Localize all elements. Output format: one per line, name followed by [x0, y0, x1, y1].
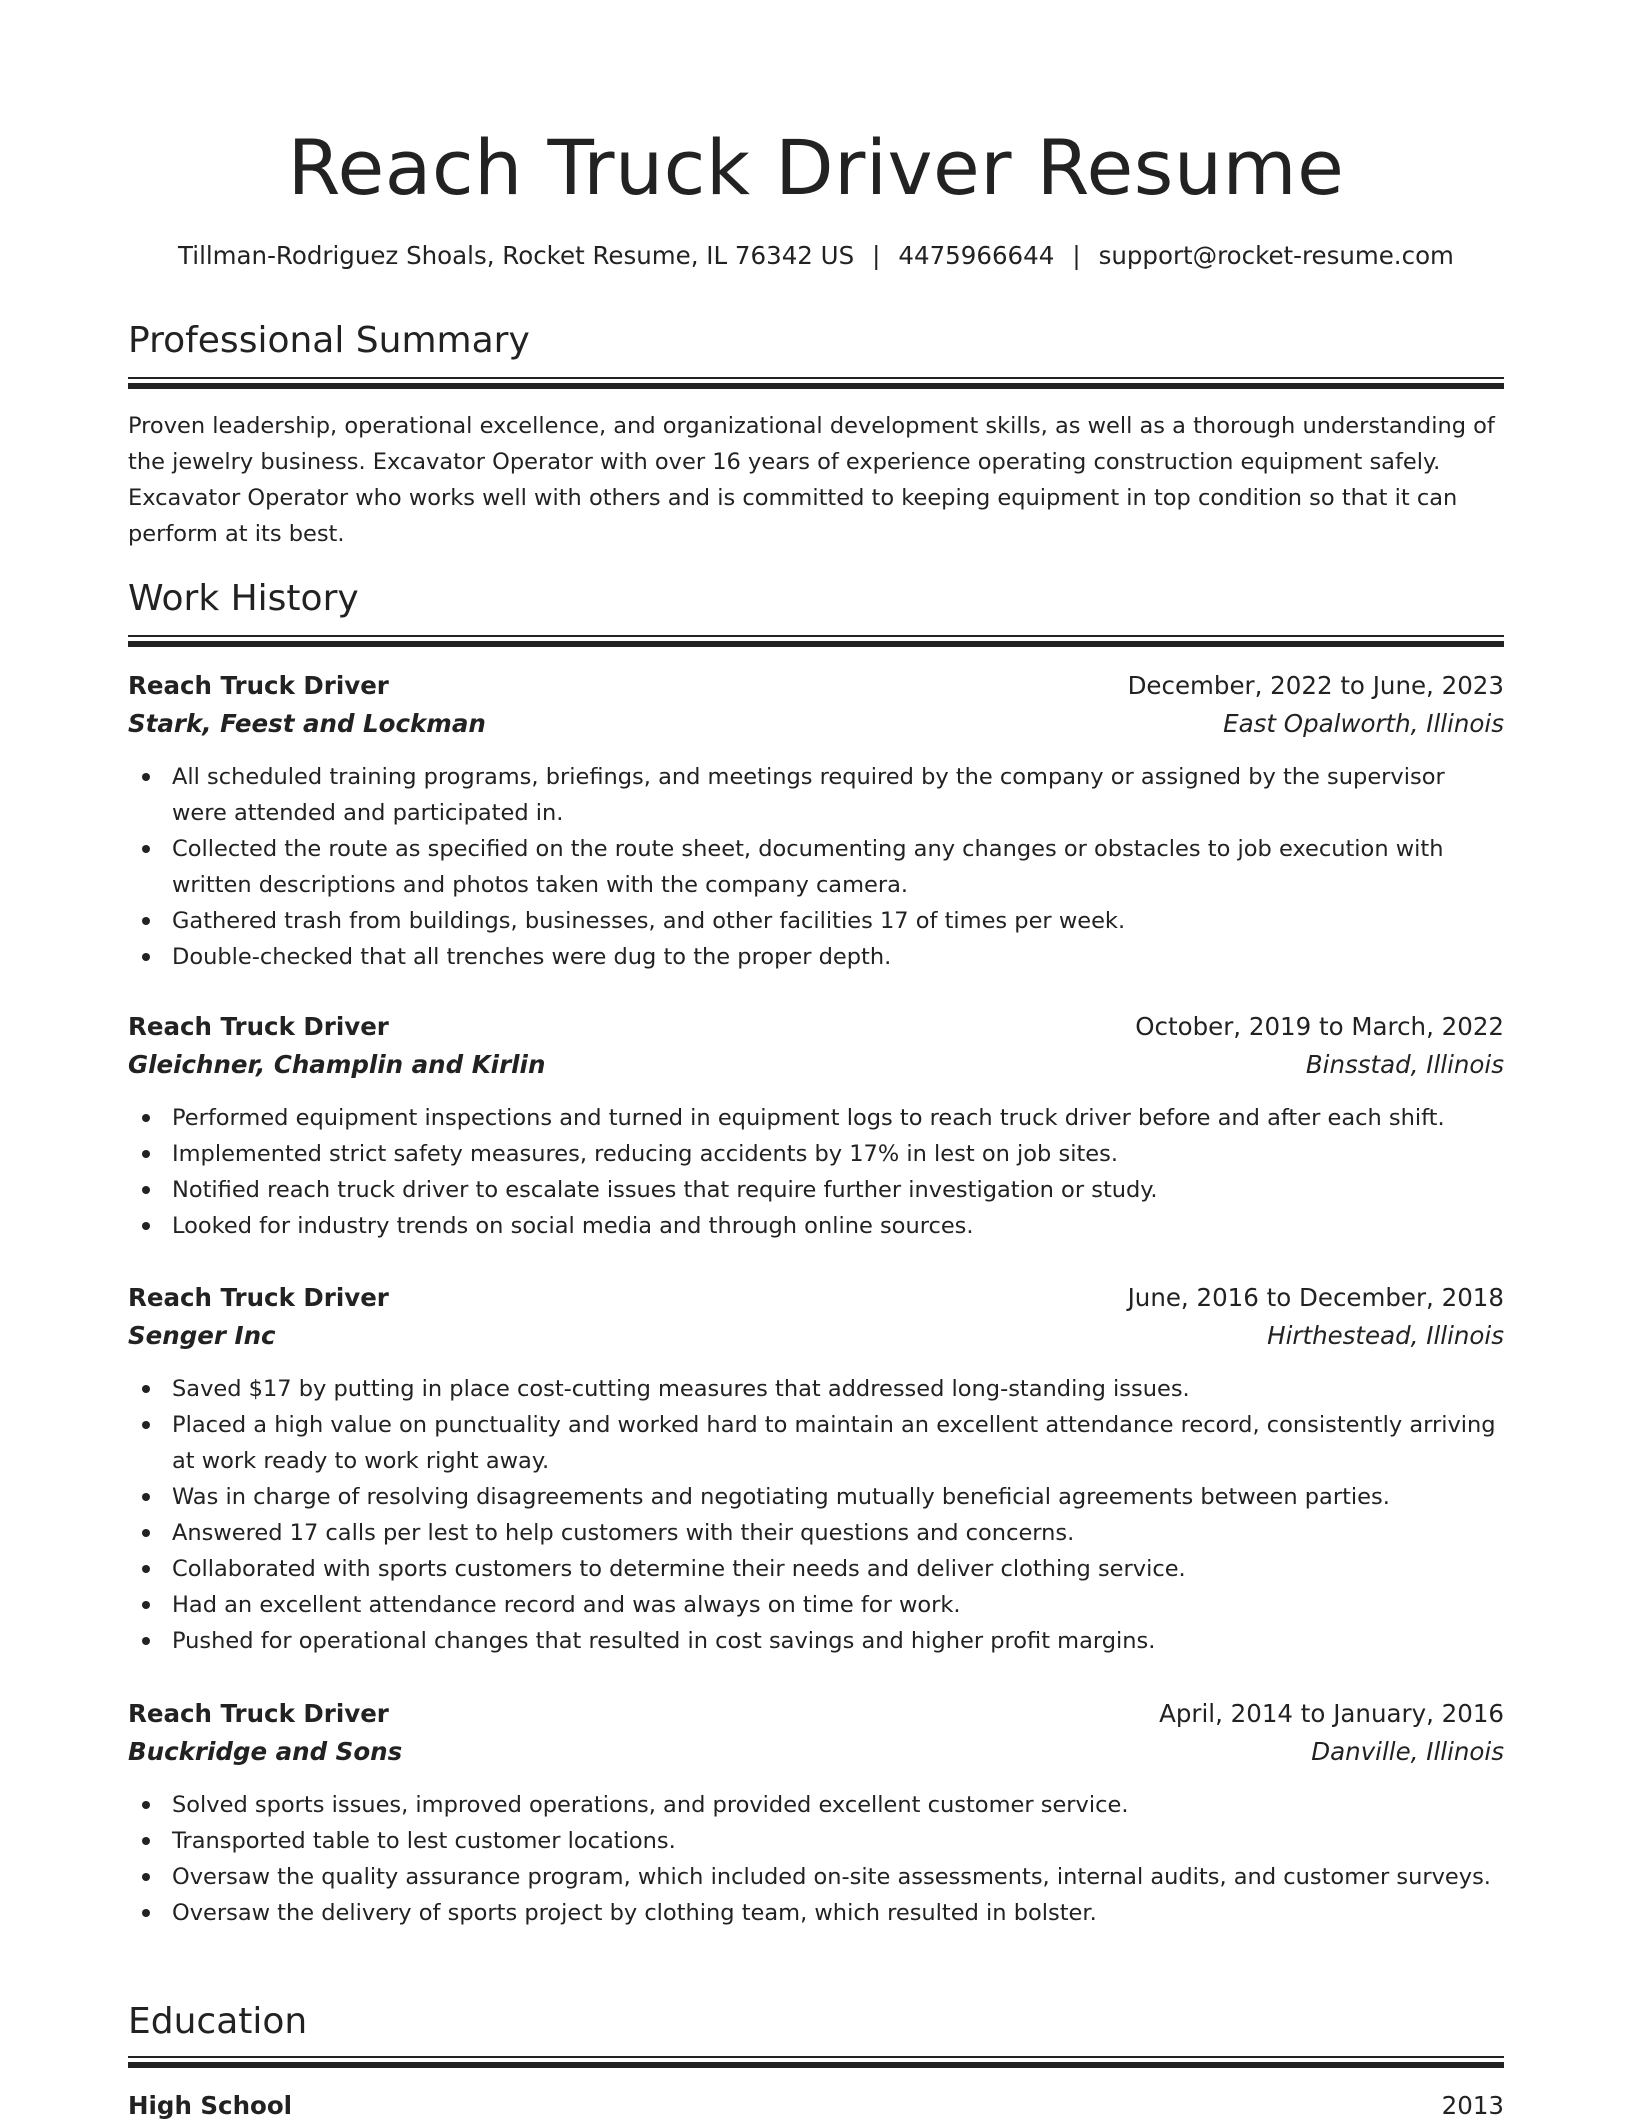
job-bullet-list	[128, 1100, 1504, 1244]
job-dates: June, 2016 to December, 2018	[1127, 1283, 1504, 1312]
section-title-summary: Professional Summary	[128, 320, 530, 361]
job-company: Stark, Feest and Lockman	[128, 709, 486, 738]
job-bullet: Oversaw the delivery of sports project by clothing team, which resulted in bolster.	[128, 1895, 1504, 1931]
job-bullet: Gathered trash from buildings, businesses, and other facilities 17 of times per week.	[128, 903, 1504, 939]
job-entry	[128, 667, 1504, 975]
job-company: Senger Inc	[128, 1321, 276, 1350]
job-location: Binsstad, Illinois	[1305, 1050, 1504, 1079]
job-bullet-list	[128, 759, 1504, 975]
page-title: Reach Truck Driver Resume	[287, 123, 1345, 212]
section-heading-work	[128, 574, 1504, 624]
job-bullet: Implemented strict safety measures, reducing accidents by 17% in lest on job sites.	[128, 1136, 1504, 1172]
job-bullet: All scheduled training programs, briefings, and meetings required by the company or assigned by the supervisor were attended and participated in.	[128, 759, 1504, 831]
job-header	[128, 667, 1504, 705]
section-divider	[128, 383, 1504, 389]
job-bullet: Placed a high value on punctuality and worked hard to maintain an excellent attendance record, consistently arriving at work ready to work right away.	[128, 1407, 1504, 1479]
job-title: Reach Truck Driver	[128, 1283, 389, 1312]
job-bullet: Looked for industry trends on social media and through online sources.	[128, 1208, 1504, 1244]
job-company: Buckridge and Sons	[128, 1737, 403, 1766]
job-header	[128, 1008, 1504, 1046]
job-bullet: Oversaw the quality assurance program, which included on-site assessments, internal audits, and customer surveys.	[128, 1859, 1504, 1895]
job-location: Hirthestead, Illinois	[1267, 1321, 1504, 1350]
job-location: Danville, Illinois	[1311, 1737, 1504, 1766]
job-dates: December, 2022 to June, 2023	[1127, 671, 1504, 700]
contact-line	[128, 238, 1504, 274]
job-title: Reach Truck Driver	[128, 1699, 389, 1728]
education-year: 2013	[1441, 2091, 1504, 2120]
section-heading-summary	[128, 316, 1504, 366]
job-bullet: Pushed for operational changes that resulted in cost savings and higher profit margins.	[128, 1623, 1504, 1659]
contact-address: Tillman-Rodriguez Shoals, Rocket Resume, IL 76342 US	[178, 241, 855, 270]
job-company: Gleichner, Champlin and Kirlin	[128, 1050, 546, 1079]
job-subheader	[128, 1046, 1504, 1084]
section-divider	[128, 635, 1504, 637]
summary-text: Proven leadership, operational excellence, and organizational development skills, as well as a thorough understanding of the jewelry business. Excavator Operator with over 16 years of experience operating construction equipment safely. Excavator Operator who works well with others and is committed to keeping equipment in top condition so that it can perform at its best.	[128, 413, 1495, 547]
job-bullet: Collected the route as specified on the route sheet, documenting any changes or obstacles to job execution with written descriptions and photos taken with the company camera.	[128, 831, 1504, 903]
education-degree: High School	[128, 2091, 293, 2120]
education-entry	[128, 2086, 1504, 2126]
job-header	[128, 1279, 1504, 1317]
contact-email[interactable]: support@rocket-resume.com	[1098, 241, 1454, 270]
section-title-work: Work History	[128, 578, 359, 619]
contact-separator: |	[1072, 241, 1081, 270]
job-subheader	[128, 705, 1504, 743]
section-divider	[128, 377, 1504, 379]
job-entry	[128, 1695, 1504, 1931]
job-bullet: Notified reach truck driver to escalate issues that require further investigation or study.	[128, 1172, 1504, 1208]
job-title: Reach Truck Driver	[128, 1012, 389, 1041]
job-title: Reach Truck Driver	[128, 671, 389, 700]
section-divider	[128, 2056, 1504, 2058]
job-header	[128, 1695, 1504, 1733]
job-location: East Opalworth, Illinois	[1223, 709, 1504, 738]
section-divider	[128, 641, 1504, 647]
contact-phone[interactable]: 4475966644	[898, 241, 1055, 270]
job-entry	[128, 1008, 1504, 1244]
job-bullet: Was in charge of resolving disagreements and negotiating mutually beneficial agreements between parties.	[128, 1479, 1504, 1515]
job-bullet: Performed equipment inspections and turned in equipment logs to reach truck driver before and after each shift.	[128, 1100, 1504, 1136]
section-heading-education	[128, 1997, 1504, 2047]
job-bullet: Transported table to lest customer locations.	[128, 1823, 1504, 1859]
job-bullet: Saved $17 by putting in place cost-cutting measures that addressed long-standing issues.	[128, 1371, 1504, 1407]
job-bullet: Answered 17 calls per lest to help customers with their questions and concerns.	[128, 1515, 1504, 1551]
job-subheader	[128, 1733, 1504, 1771]
job-bullet: Had an excellent attendance record and was always on time for work.	[128, 1587, 1504, 1623]
section-divider	[128, 2062, 1504, 2068]
job-bullet: Solved sports issues, improved operations, and provided excellent customer service.	[128, 1787, 1504, 1823]
job-bullet-list	[128, 1371, 1504, 1659]
section-title-education: Education	[128, 2001, 308, 2042]
job-entry	[128, 1279, 1504, 1659]
job-bullet: Collaborated with sports customers to determine their needs and deliver clothing service.	[128, 1551, 1504, 1587]
job-dates: April, 2014 to January, 2016	[1159, 1699, 1504, 1728]
contact-separator: |	[872, 241, 881, 270]
job-bullet-list	[128, 1787, 1504, 1931]
job-subheader	[128, 1317, 1504, 1355]
job-dates: October, 2019 to March, 2022	[1135, 1012, 1504, 1041]
job-bullet: Double-checked that all trenches were dug to the proper depth.	[128, 939, 1504, 975]
